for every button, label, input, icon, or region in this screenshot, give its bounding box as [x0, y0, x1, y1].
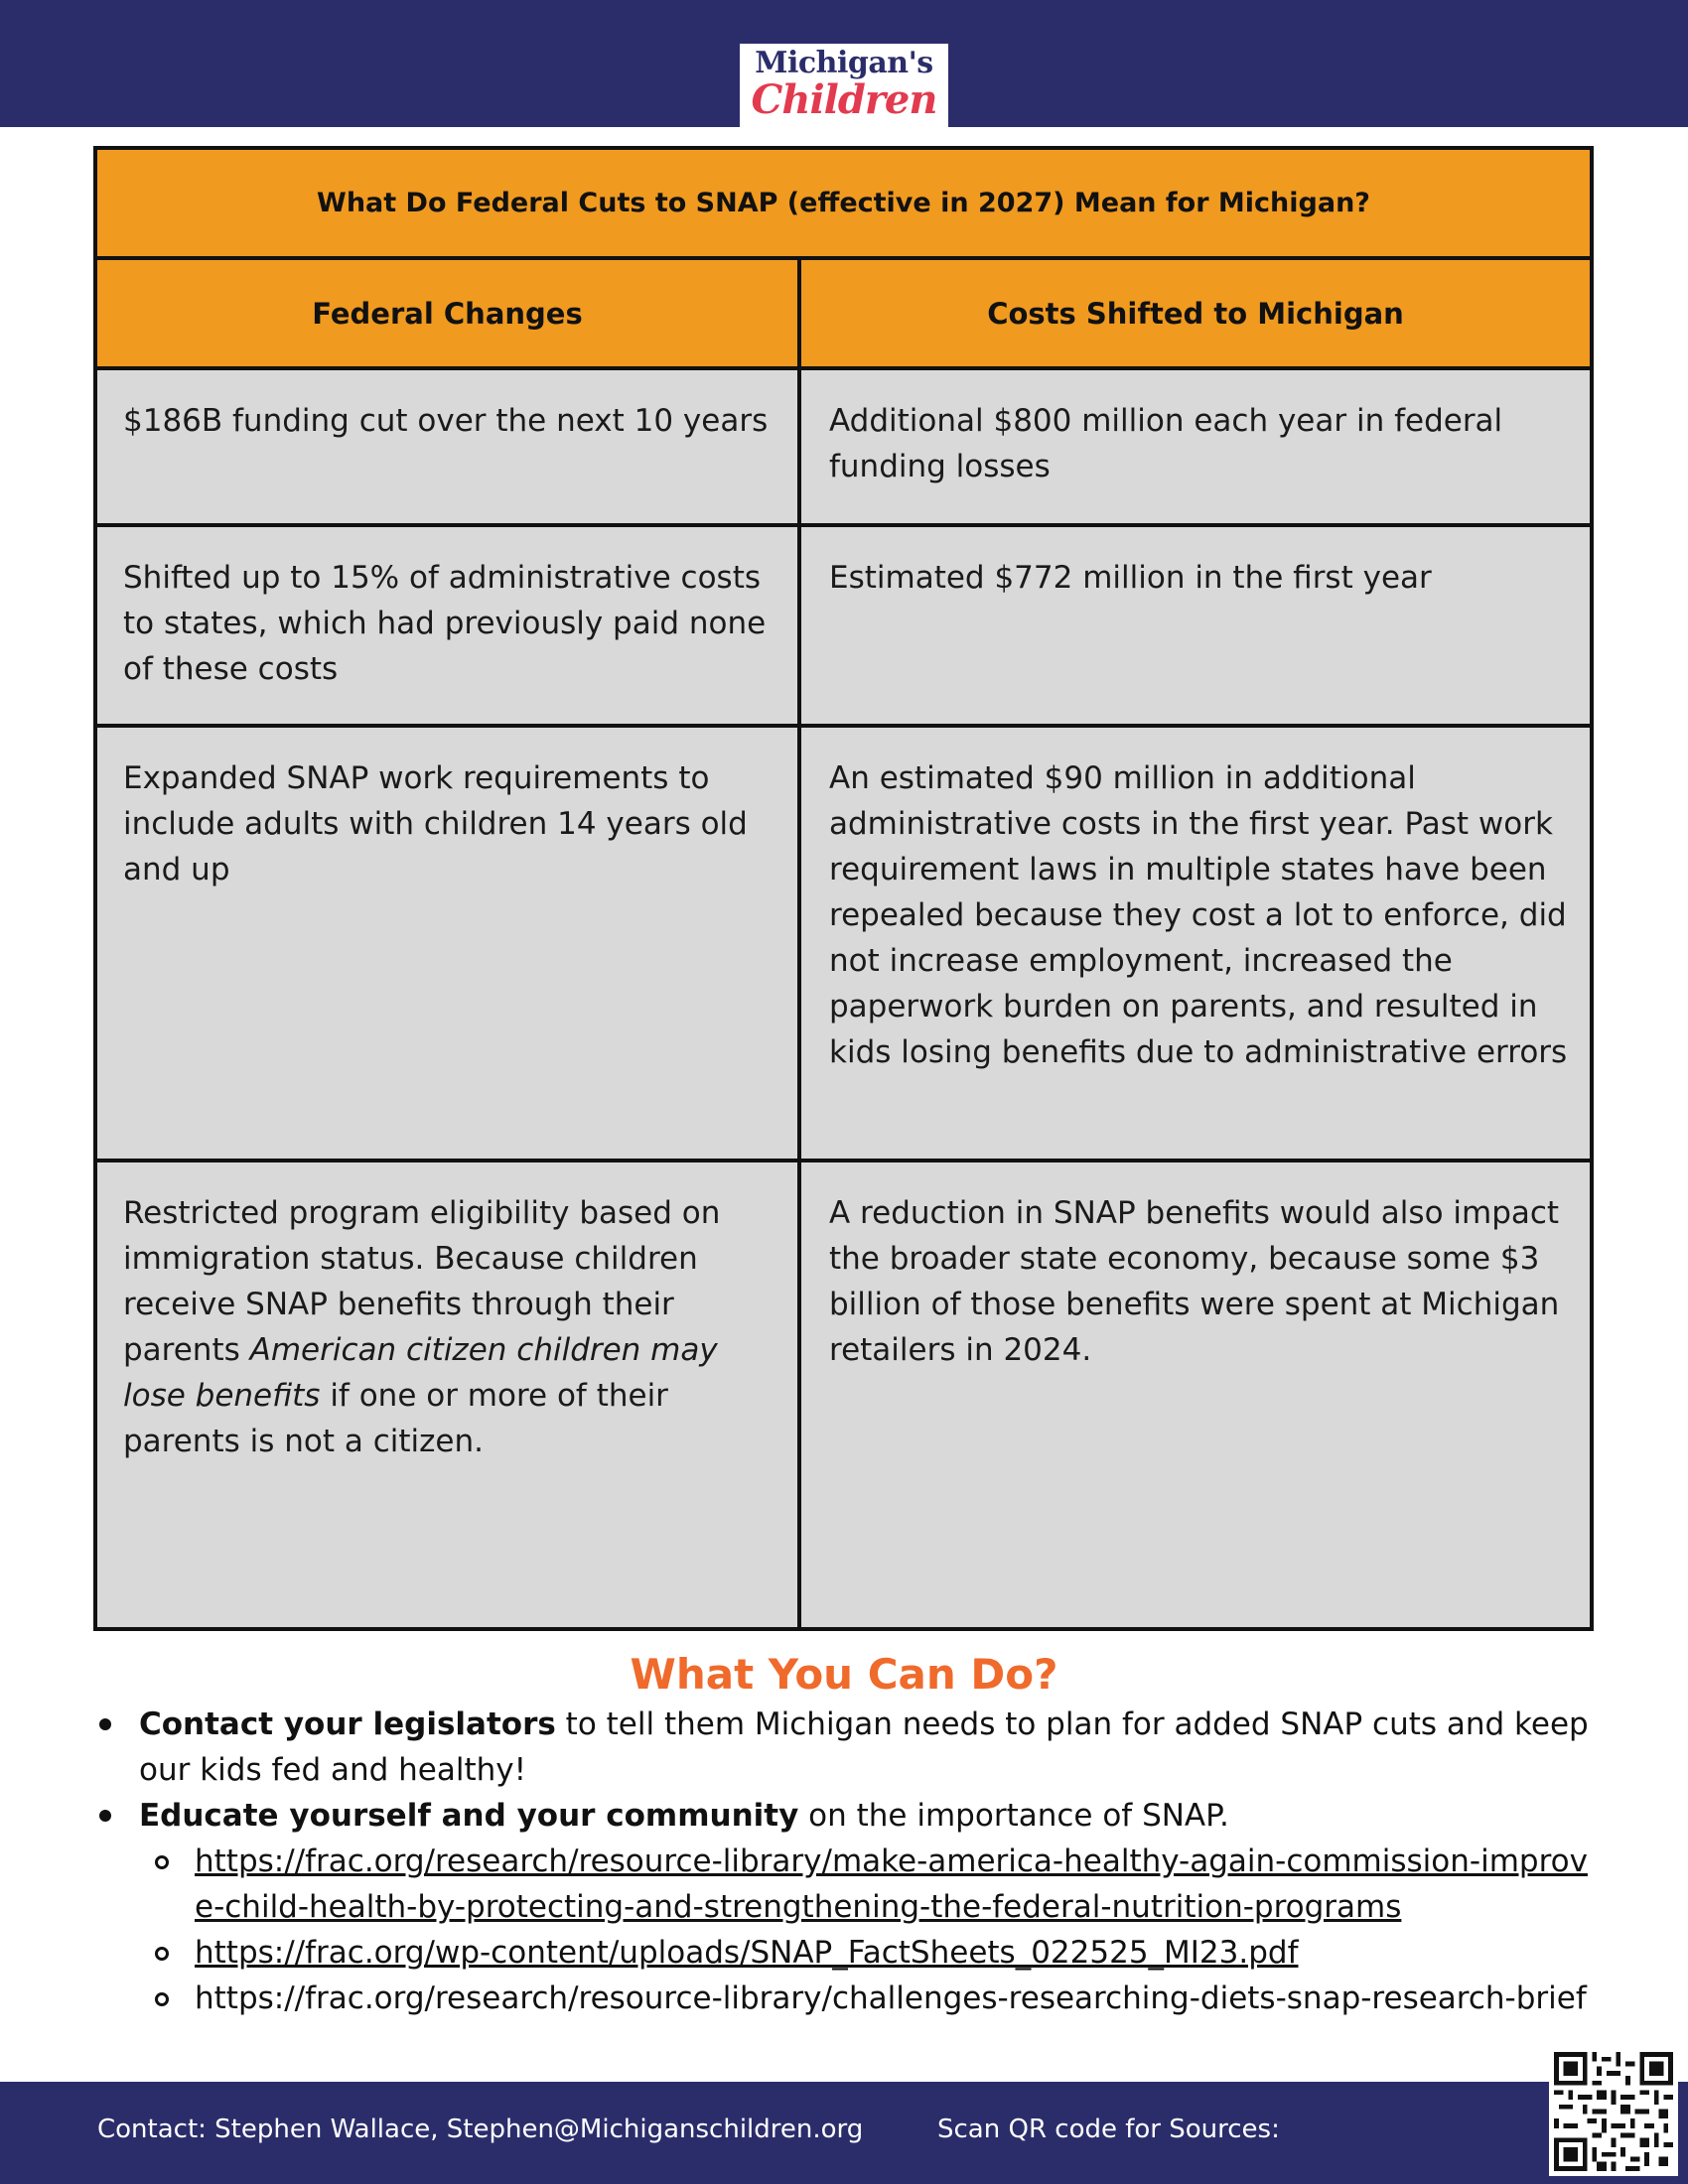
table-cell-federal-2: Shifted up to 15% of administrative costs to states, which had previously paid none of these costs: [97, 527, 797, 728]
bullet-icon: [99, 1810, 111, 1822]
action-contact-text: to tell them Michigan needs to plan for added SNAP cuts and keep our kids fed and healthy!: [139, 1706, 1589, 1788]
column-header-federal-changes: Federal Changes: [97, 260, 797, 370]
action-item-educate: [99, 1793, 1599, 1839]
federal-4-text-italic: American citizen children may lose benefits: [123, 1332, 718, 1414]
table-cell-federal-1: $186B funding cut over the next 10 years: [97, 370, 797, 527]
what-you-can-do-heading: What You Can Do?: [630, 1650, 1058, 1699]
column-header-costs-shifted: Costs Shifted to Michigan: [797, 260, 1590, 370]
qr-code-graphic: [1554, 2052, 1673, 2171]
bullet-icon: [99, 1718, 111, 1730]
resource-link-frac-factsheet[interactable]: https://frac.org/wp-content/uploads/SNAP_FactSheets_022525_MI23.pdf: [195, 1935, 1299, 1971]
table-title: What Do Federal Cuts to SNAP (effective in 2027) Mean for Michigan?: [97, 150, 1590, 260]
federal-4-text-b: if one or more of their parents is not a citizen.: [123, 1378, 668, 1459]
hollow-bullet-icon: [155, 1855, 169, 1869]
footer-qr-label: Scan QR code for Sources:: [937, 2115, 1280, 2144]
table-cell-federal-3: Expanded SNAP work requirements to include adults with children 14 years old and up: [97, 728, 797, 1162]
action-list: [99, 1702, 1599, 2021]
michigans-children-logo: [740, 44, 948, 127]
snap-cuts-table: [93, 146, 1594, 1631]
action-contact-bold: Contact your legislators: [139, 1706, 556, 1742]
action-educate-bold: Educate yourself and your community: [139, 1798, 799, 1834]
qr-code-icon[interactable]: [1549, 2047, 1678, 2176]
action-educate-text: on the importance of SNAP.: [798, 1798, 1229, 1834]
list-item: [99, 1930, 1599, 1976]
list-item: [99, 1976, 1599, 2021]
resource-link-frac-diets[interactable]: https://frac.org/research/resource-library/challenges-researching-diets-snap-research-brief: [195, 1980, 1587, 2016]
logo-line-1: Michigan's: [755, 46, 933, 80]
table-cell-michigan-1: Additional $800 million each year in federal funding losses: [797, 370, 1590, 527]
action-item-contact: [99, 1702, 1599, 1793]
resource-link-frac-maha[interactable]: https://frac.org/research/resource-library/make-america-healthy-again-commission-improve-child-health-by-protecting-and-strengthening-the-federal-nutrition-programs: [195, 1843, 1588, 1925]
table-cell-michigan-3: An estimated $90 million in additional administrative costs in the first year. Past work requirement laws in multiple states have been repealed because they cost a lot to enforce, did not increase employment, increased the paperwork burden on parents, and resulted in kids losing benefits due to administrative errors: [797, 728, 1590, 1162]
federal-4-text-a: Restricted program eligibility based on immigration status. Because children receive SNAP benefits through their parents: [123, 1195, 721, 1368]
list-item: [99, 1839, 1599, 1930]
footer-contact: Contact: Stephen Wallace, Stephen@Michiganschildren.org: [97, 2115, 864, 2144]
hollow-bullet-icon: [155, 1947, 169, 1961]
table-cell-michigan-2: Estimated $772 million in the first year: [797, 527, 1590, 728]
logo-line-2: Children: [751, 76, 937, 123]
hollow-bullet-icon: [155, 1992, 169, 2006]
resource-links: [99, 1839, 1599, 2021]
table-cell-michigan-4: A reduction in SNAP benefits would also impact the broader state economy, because some $3 billion of those benefits were spent at Michigan retailers in 2024.: [797, 1162, 1590, 1627]
table-cell-federal-4: [97, 1162, 797, 1627]
